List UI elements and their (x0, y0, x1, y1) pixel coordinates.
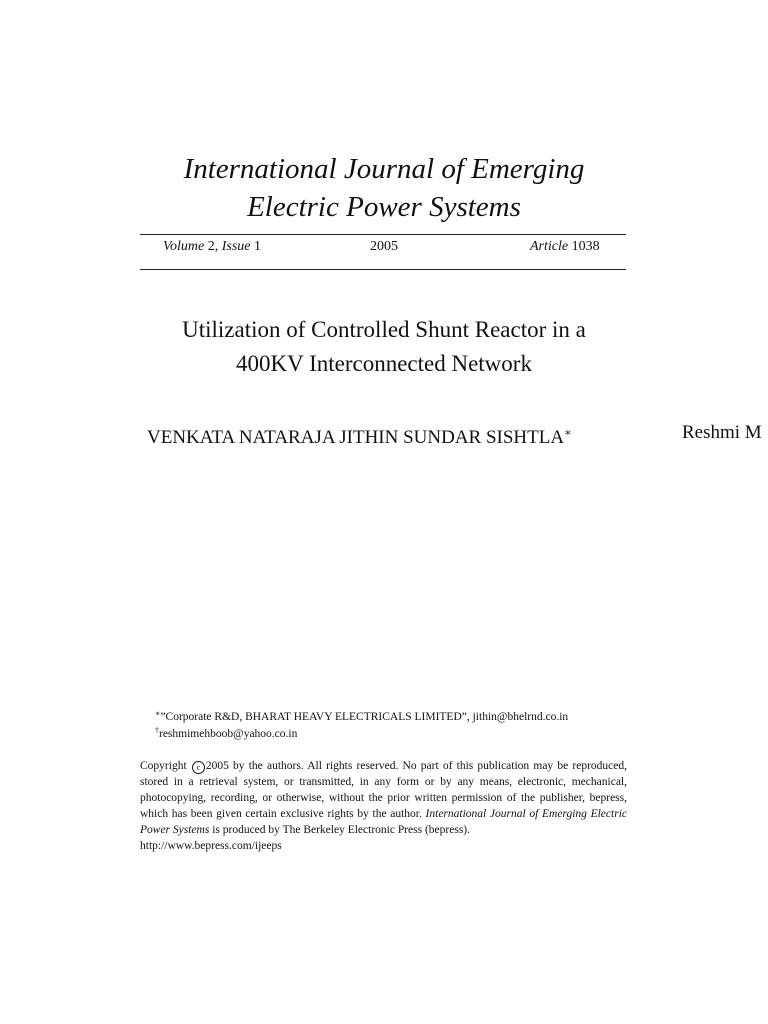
copyright-symbol-icon: c (192, 761, 205, 774)
journal-title-line-1: International Journal of Emerging (183, 153, 585, 185)
footnote-2 (155, 723, 297, 742)
paper-title-line-1: Utilization of Controlled Shunt Reactor in a (182, 317, 586, 342)
copyright-text-b: is produced by The Berkeley Electronic Press (bepress). (212, 824, 471, 836)
author-2-name: Reshmi M (682, 422, 762, 443)
footnote-2-text: reshmimehboob@yahoo.co.in (159, 728, 298, 740)
top-rule (140, 234, 626, 235)
footnote-1-text: ”Corporate R&D, BHARAT HEAVY ELECTRICALS LIMITED”, jithin@bhelrnd.co.in (160, 711, 569, 723)
paper-title-line-2: 400KV Interconnected Network (236, 351, 532, 376)
article-number-block (530, 238, 600, 256)
article-label: Article (530, 239, 569, 254)
article-number: 1038 (571, 239, 600, 254)
journal-title (0, 150, 768, 226)
footnote-1-mark: ∗ (155, 709, 161, 718)
author-1 (147, 421, 572, 450)
author-2 (682, 421, 762, 445)
author-1-name: VENKATA NATARAJA JITHIN SUNDAR SISHTLA (147, 427, 565, 448)
copyright-text-a: 2005 by the authors. All rights reserved. No part of this publication may be reproduced, stored in a retrieval system, or transmitted, in any form or by any means, electronic, mechanical, photocopying, recording, or otherwise, without the prior written permission of the publisher, bepress, which has been given certain exclusive rights by the author. (140, 760, 628, 820)
volume-label: Volume (163, 239, 205, 254)
volume-number: 2 (207, 239, 215, 254)
paper-title (0, 313, 768, 381)
copyright-prefix: Copyright (140, 760, 187, 772)
footnote-2-mark: † (155, 726, 159, 735)
volume-issue: Volume 2, Issue 1 (163, 239, 261, 254)
issue-number: 1 (254, 239, 261, 254)
publication-year: 2005 (370, 239, 398, 254)
copyright-journal-name: International Journal of Emerging Electric Power Systems (140, 808, 627, 836)
bottom-rule (140, 269, 626, 270)
author-1-footnote-mark: ∗ (564, 427, 572, 439)
copyright-notice (140, 758, 627, 854)
journal-url[interactable]: http://www.bepress.com/ijeeps (140, 840, 282, 852)
issue-label: Issue (221, 239, 251, 254)
journal-title-line-2: Electric Power Systems (247, 191, 521, 223)
